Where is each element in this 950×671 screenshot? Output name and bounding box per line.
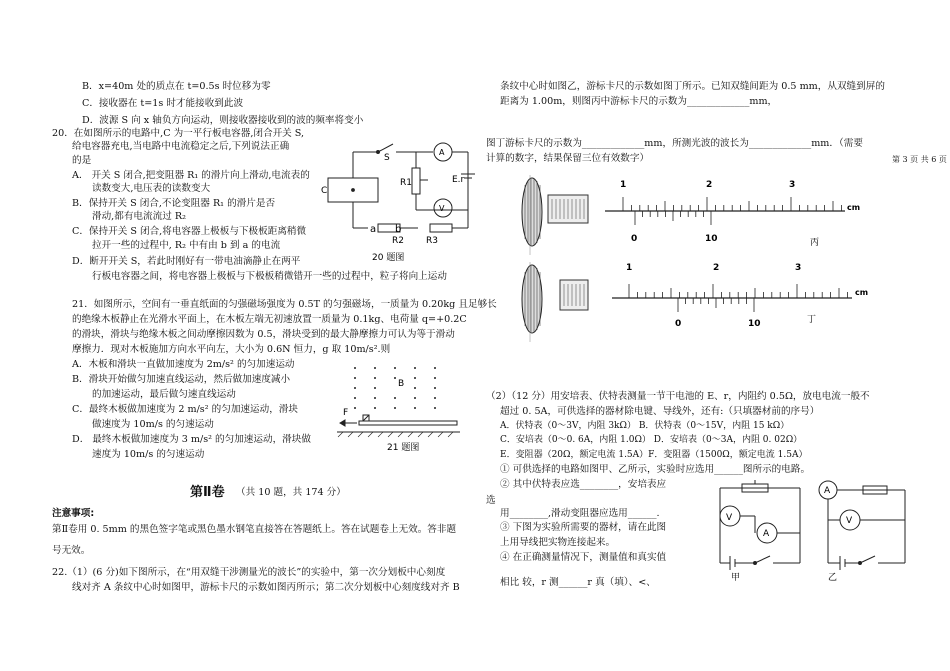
q19-option-d: D．波源 S 向 x 轴负方向运动，则接收器接收到的波的频率将变小 <box>82 115 364 126</box>
q20-label-er: E.r <box>452 175 465 185</box>
q22-2-line-7: ② 其中伏特表应选________，安培表应 <box>500 479 667 490</box>
q20-label-r2: R2 <box>392 236 404 246</box>
q20-option-a-1: A． 开关 S 闭合,把变阻器 R₁ 的滑片向上滑动,电流表的 <box>72 170 310 181</box>
yi-caption: 乙 <box>828 573 838 583</box>
q20-option-c-2: 拉开一些的过程中, R₂ 中有由 b 到 a 的电流 <box>92 240 281 251</box>
q20-option-b-1: B．保持开关 S 闭合,不论变阻器 R₁ 的滑片是否 <box>72 198 276 209</box>
bing-vernier-label-10: 10 <box>705 234 718 244</box>
q21-label-b: B <box>398 379 405 389</box>
jia-ammeter-label: A <box>763 529 770 539</box>
ding-caption: 丁 <box>807 315 817 325</box>
q20-label-a: a <box>370 224 377 235</box>
q21-option-c-2: 做速度为 10m/s 的匀速运动 <box>92 419 214 430</box>
jia-voltmeter-label: V <box>726 513 733 523</box>
q22-cont-3: 图丁游标卡尺的示数为_____________mm，所测光波的波长为_____________mm．（需要 <box>486 138 863 149</box>
q20-option-b-2: 滑动,都有电流流过 R₂ <box>92 211 186 222</box>
q20-label-s: S <box>384 153 390 163</box>
q22-2-line-2: 超过 0. 5A，可供选择的器材除电键、导线外，还有:（只填器材前的序号） <box>500 406 820 417</box>
caliper-bing <box>605 175 861 248</box>
q21-label-f: F <box>343 408 349 418</box>
q21-option-d-2: 速度为 10m/s 的匀速运动 <box>92 449 205 460</box>
circuit-jia <box>700 478 810 583</box>
part2-subtitle: （共 10 题，共 174 分） <box>236 487 346 498</box>
q20-option-d-2: 行板电容器之间，将电容器上极板与下极板稍微错开一些的过程中，粒子将向上运动 <box>92 271 447 282</box>
fringe-image-jia <box>520 175 590 255</box>
q20-stem-1: 20．在如图所示的电路中,C 为一平行板电容器,闭合开关 S, <box>52 128 305 139</box>
q20-label-ammeter: A <box>439 148 445 157</box>
q21-option-c-1: C．最终木板做加速度为 2 m/s² 的匀加速运动，滑块 <box>72 404 298 415</box>
notice-title: 注意事项: <box>52 508 95 519</box>
q19-option-c: C．接收器在 t=1s 时才能接收到此波 <box>82 98 244 109</box>
part2-title: 第Ⅱ卷 <box>190 485 225 500</box>
q20-label-r3: R3 <box>426 236 438 246</box>
q21-stem-2: 的绝缘木板静止在光滑水平面上，在木板左端无初速放置一质量为 0.1kg、电荷量 q=+0.2C <box>72 314 467 325</box>
q21-option-b-1: B．滑块开始做匀加速直线运动，然后做加速度减小 <box>72 374 291 385</box>
ding-main-label-2: 2 <box>713 263 720 273</box>
q20-label-voltmeter: V <box>439 204 445 213</box>
q22-2-line-10: 上用导线把实物连接起来。 <box>500 537 616 548</box>
q22-2-line-1: （2）（12 分）用安培表、伏特表测量一节干电池的 E、r，内阻约 0.5Ω，放电电流一般不 <box>486 391 870 402</box>
ding-main-label-3: 3 <box>795 263 802 273</box>
caliper-ding <box>612 262 872 332</box>
yi-ammeter-label: A <box>824 486 831 496</box>
page-number: 第 3 页 共 6 页 <box>892 155 947 164</box>
circuit-yi <box>815 478 925 583</box>
ding-unit: cm <box>855 288 869 297</box>
q20-circuit-figure <box>318 140 488 265</box>
q21-figure-caption: 21 题图 <box>387 443 420 453</box>
q21-stem-4: 摩擦力．现对木板施加方向水平向左，大小为 0.6N 恒力，g 取 10m/s².则 <box>72 344 391 355</box>
jia-caption: 甲 <box>731 573 741 583</box>
bing-main-label-2: 2 <box>706 180 713 190</box>
q21-stem-3: 的滑块，滑块与绝缘木板之间动摩擦因数为 0.5，滑块受到的最大静摩擦力可认为等于滑动 <box>72 329 455 340</box>
q20-option-d-1: D．断开开关 S，若此时刚好有一带电油滴静止在两平 <box>72 256 301 267</box>
q22-2-line-3: A．伏特表（0～3V，内阻 3kΩ） B．伏特表（0～15V，内阻 15 kΩ） <box>500 421 790 431</box>
ding-main-label-1: 1 <box>626 263 633 273</box>
notice-line-1: 第Ⅱ卷用 0. 5mm 的黑色签字笔或黑色墨水钢笔直接答在答题纸上。答在试题卷上无效。答非题 <box>52 524 457 535</box>
q20-stem-3: 的是 <box>72 155 92 166</box>
bing-main-label-1: 1 <box>620 180 627 190</box>
q20-option-c-1: C．保持开关 S 闭合,将电容器上极板与下极板距离稍微 <box>72 226 307 237</box>
q22-2-line-8: 用________,滑动变阻器应选用______. <box>500 508 660 519</box>
q22-2-line-9: ③ 下图为实验所需要的器材，请在此图 <box>500 522 667 533</box>
q20-label-b: b <box>395 224 402 235</box>
bing-caption: 丙 <box>810 238 820 248</box>
q22-2-line-11: ④ 在正确测量情况下，测量值和真实值 <box>500 552 667 563</box>
bing-main-label-3: 3 <box>789 180 796 190</box>
q21-option-b-2: 的加速运动，最后做匀速直线运动 <box>92 389 236 400</box>
q22-2-line-4: C．安培表（0～0. 6A，内阻 1.0Ω） D．安培表（0～3A，内阻 0. 02Ω） <box>500 435 803 445</box>
bing-unit: cm <box>847 203 861 212</box>
q22-line-1: 22.（1）(6 分)如下图所示，在“用双缝干涉测量光的波长”的实验中，第一次分划板中心刻度 <box>52 567 446 578</box>
q20-label-capacitor: C <box>321 186 328 196</box>
q20-label-r1: R1 <box>400 178 412 188</box>
q19-option-b: B．x=40m 处的质点在 t=0.5s 时位移为零 <box>82 81 271 92</box>
q21-option-d-1: D． 最终木板做加速度为 3 m/s² 的匀加速运动，滑块做 <box>72 434 311 445</box>
notice-line-2: 号无效。 <box>52 545 91 556</box>
q21-option-a: A．木板和滑块一直做加速度为 2m/s² 的匀加速运动 <box>72 359 295 370</box>
q22-2-side: 选 <box>486 495 496 506</box>
ding-vernier-label-0: 0 <box>675 319 682 329</box>
q21-board-figure <box>335 360 465 460</box>
q21-stem-1: 21．如图所示，空间有一垂直纸面的匀强磁场强度为 0.5T 的匀强磁场，一质量为 0.20kg 且足够长 <box>72 299 497 310</box>
q20-option-a-2: 读数变大,电压表的读数变大 <box>92 183 211 194</box>
q20-stem-2: 给电容器充电,当电路中电流稳定之后,下列说法正确 <box>72 141 290 152</box>
yi-voltmeter-label: V <box>846 516 853 526</box>
q22-line-2: 线对齐 A 条纹中心时如图甲，游标卡尺的示数如图丙所示；第二次分划板中心刻度线对齐 B <box>72 582 460 593</box>
q22-2-line-12: 相比 较，r 测______r 真（填）、<、 <box>500 577 656 588</box>
fringe-image-yi <box>520 262 590 342</box>
q20-figure-caption: 20 题图 <box>372 253 405 263</box>
q22-cont-4: 计算的数字，结果保留三位有效数字） <box>486 153 650 164</box>
ding-vernier-label-10: 10 <box>748 319 761 329</box>
q22-2-line-6: ① 可供选择的电路如图甲、乙所示，实验时应选用______图所示的电路。 <box>500 464 811 475</box>
q22-2-line-5: E．变阻器（20Ω，额定电流 1.5A）F．变阻器（1500Ω，额定电流 1.5A） <box>500 450 808 460</box>
q22-cont-2: 距离为 1.00m，则图丙中游标卡尺的示数为_____________mm， <box>500 96 778 107</box>
bing-vernier-label-0: 0 <box>631 234 638 244</box>
q22-cont-1: 条纹中心时如图乙，游标卡尺的示数如图丁所示。已知双缝间距为 0.5 mm，从双缝到屏的 <box>500 81 885 92</box>
